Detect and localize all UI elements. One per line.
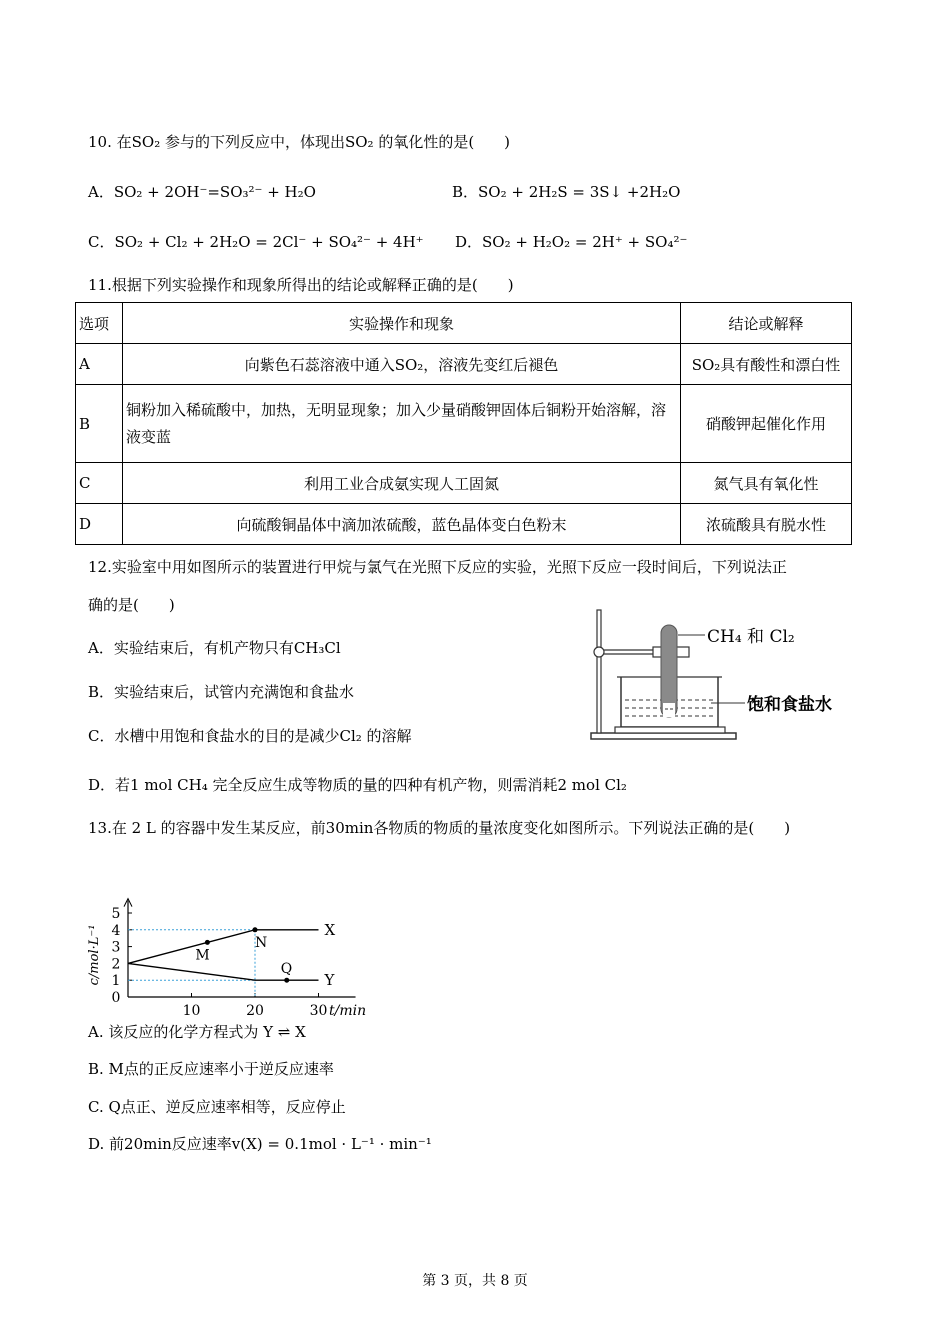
- y-tick-label: 3: [111, 939, 121, 956]
- y-tick-label: 0: [111, 990, 121, 1006]
- row-operation: 铜粉加入稀硫酸中，加热，无明显现象；加入少量硝酸钾固体后铜粉开始溶解，溶液变蓝: [123, 385, 681, 463]
- label-brine: 饱和食盐水: [747, 695, 832, 715]
- point-label-n: N: [255, 934, 268, 951]
- table-row: [76, 504, 852, 545]
- point-label-q: Q: [280, 961, 293, 978]
- q10-option-d: D．SO₂ + H₂O₂ = 2H⁺ + SO₄²⁻: [455, 233, 688, 251]
- series-line-x: [128, 930, 319, 964]
- row-conclusion: 硝酸钾起催化作用: [681, 385, 852, 463]
- y-tick-label: 1: [111, 973, 121, 990]
- q11-stem: 11.根据下列实验操作和现象所得出的结论或解释正确的是( ): [88, 276, 514, 294]
- point-n: [253, 927, 258, 932]
- q13-option-a: A. 该反应的化学方程式为 Y ⇌ X: [88, 1023, 306, 1041]
- apparatus-figure: [585, 605, 835, 745]
- table-header-row: [76, 303, 852, 344]
- concentration-chart: [80, 848, 380, 1023]
- table-row: [76, 385, 852, 463]
- page-footer: 第 3 页，共 8 页: [422, 1273, 528, 1289]
- row-option: D: [76, 504, 123, 545]
- stand-rod: [597, 610, 601, 733]
- clamp-knob: [594, 647, 604, 657]
- header-operation: 实验操作和现象: [123, 303, 681, 344]
- header-option: 选项: [76, 303, 123, 344]
- q12-stem-line2: 确的是( ): [88, 596, 175, 614]
- q13-option-c: C. Q点正、逆反应速率相等，反应停止: [88, 1098, 346, 1116]
- q12-stem-line1: 12.实验室中用如图所示的装置进行甲烷与氯气在光照下反应的实验，光照下反应一段时间后，下列说法正: [88, 558, 787, 576]
- x-tick-label: 20: [246, 1003, 264, 1019]
- row-conclusion: 浓硫酸具有脱水性: [681, 504, 852, 545]
- q11-table: [75, 302, 852, 545]
- q13-option-b: B. M点的正反应速率小于逆反应速率: [88, 1060, 334, 1078]
- q12-option-b: B．实验结束后，试管内充满饱和食盐水: [88, 683, 355, 701]
- series-label-y: Y: [324, 971, 335, 990]
- q10-option-a: A．SO₂ + 2OH⁻=SO₃²⁻ + H₂O: [88, 183, 316, 201]
- q10-stem: 10. 在SO₂ 参与的下列反应中，体现出SO₂ 的氧化性的是( ): [88, 133, 511, 151]
- q12-option-d: D．若1 mol CH₄ 完全反应生成等物质的量的四种有机产物，则需消耗2 mol Cl₂: [88, 776, 627, 794]
- stand-base: [591, 733, 736, 739]
- q10-option-b: B．SO₂ + 2H₂S = 3S↓ +2H₂O: [452, 183, 681, 201]
- table-row: [76, 463, 852, 504]
- y-tick-label: 2: [111, 956, 121, 973]
- label-gas: CH₄ 和 Cl₂: [707, 627, 795, 647]
- row-operation: 向硫酸铜晶体中滴加浓硫酸，蓝色晶体变白色粉末: [123, 504, 681, 545]
- y-axis-label: c/mol·L⁻¹: [87, 924, 102, 986]
- x-tick-label: 30: [309, 1003, 328, 1019]
- row-conclusion: SO₂具有酸性和漂白性: [681, 344, 852, 385]
- q13-option-d: D. 前20min反应速率v(X) = 0.1mol · L⁻¹ · min⁻¹: [88, 1135, 432, 1153]
- row-option: B: [76, 385, 123, 463]
- q10-option-c: C．SO₂ + Cl₂ + 2H₂O = 2Cl⁻ + SO₄²⁻ + 4H⁺: [88, 233, 424, 251]
- x-axis-label: t/min: [328, 1003, 367, 1019]
- tube-liquid: [663, 703, 675, 717]
- row-conclusion: 氮气具有氧化性: [681, 463, 852, 504]
- row-option: C: [76, 463, 123, 504]
- point-label-m: M: [195, 947, 210, 964]
- x-tick-label: 10: [182, 1003, 201, 1019]
- y-tick-label: 5: [111, 906, 121, 922]
- q12-option-c: C．水槽中用饱和食盐水的目的是减少Cl₂ 的溶解: [88, 727, 412, 745]
- row-operation: 利用工业合成氨实现人工固氮: [123, 463, 681, 504]
- series-label-x: X: [324, 920, 336, 939]
- point-q: [284, 978, 289, 983]
- row-option: A: [76, 344, 123, 385]
- point-m: [205, 940, 210, 945]
- header-conclusion: 结论或解释: [681, 303, 852, 344]
- y-tick-label: 4: [111, 922, 121, 939]
- q13-stem: 13.在 2 L 的容器中发生某反应，前30min各物质的物质的量浓度变化如图所示。下列说法正确的是( ): [88, 819, 791, 837]
- row-operation: 向紫色石蕊溶液中通入SO₂，溶液先变红后褪色: [123, 344, 681, 385]
- q12-option-a: A．实验结束后，有机产物只有CH₃Cl: [88, 639, 341, 657]
- table-row: [76, 344, 852, 385]
